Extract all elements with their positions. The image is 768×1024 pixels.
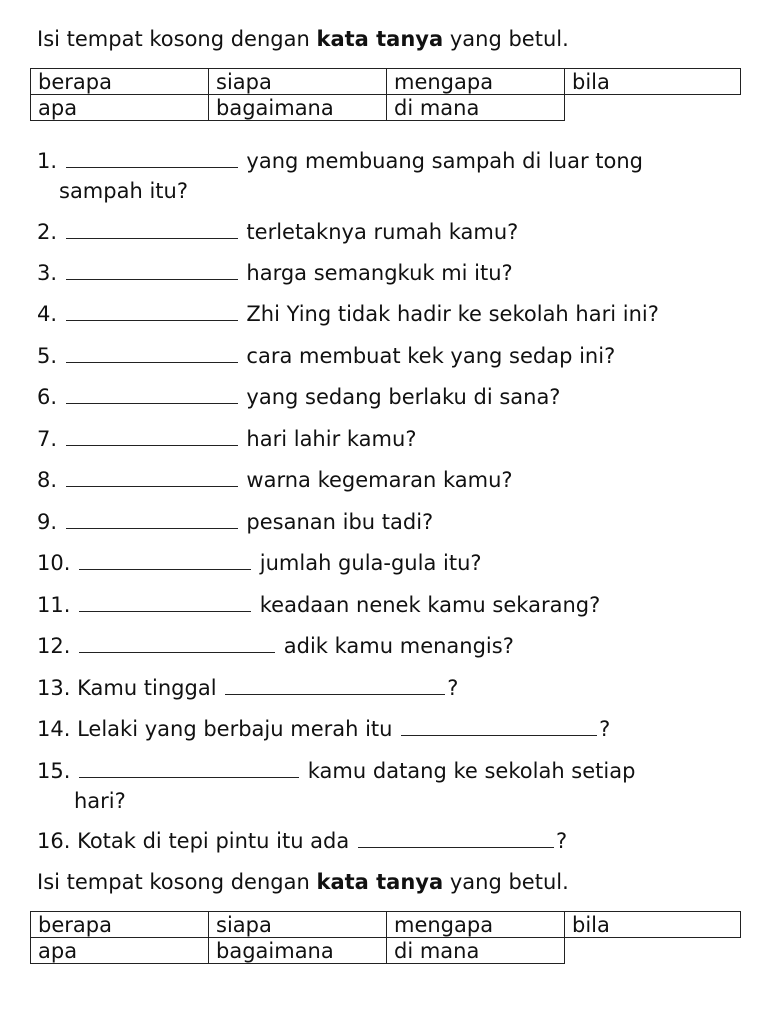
answer-blank[interactable] xyxy=(66,218,238,239)
answer-blank[interactable] xyxy=(358,827,554,848)
word-cell: mengapa xyxy=(387,69,565,95)
answer-blank[interactable] xyxy=(66,147,238,168)
question-text: hari lahir kamu? xyxy=(239,427,417,451)
answer-blank[interactable] xyxy=(66,466,238,487)
question-text: Kamu tinggal xyxy=(77,676,224,700)
question-number: 3. xyxy=(37,261,58,285)
question-number: 10. xyxy=(37,551,71,575)
instruction-after: yang betul. xyxy=(443,870,569,894)
word-cell: berapa xyxy=(31,69,209,95)
word-cell: bagaimana xyxy=(209,95,387,121)
question-text: cara membuat kek yang sedap ini? xyxy=(239,344,616,368)
instruction-bold: kata tanya xyxy=(316,870,444,894)
answer-blank[interactable] xyxy=(66,300,238,321)
question-text: keadaan nenek kamu sekarang? xyxy=(253,593,601,617)
question-mark: ? xyxy=(555,829,568,853)
question-number: 1. xyxy=(37,149,58,173)
word-bank-table-repeat xyxy=(30,911,741,964)
question-6 xyxy=(37,382,560,412)
question-number: 14. xyxy=(37,717,71,741)
question-number: 9. xyxy=(37,510,58,534)
question-number: 4. xyxy=(37,302,58,326)
question-number: 8. xyxy=(37,468,58,492)
question-11 xyxy=(37,590,600,620)
word-cell: di mana xyxy=(387,95,565,121)
question-number: 11. xyxy=(37,593,71,617)
question-text: jumlah gula-gula itu? xyxy=(253,551,482,575)
instruction-after: yang betul. xyxy=(443,27,569,51)
question-number: 2. xyxy=(37,220,58,244)
answer-blank[interactable] xyxy=(225,674,445,695)
instruction-before: Isi tempat kosong dengan xyxy=(37,27,317,51)
answer-blank[interactable] xyxy=(79,632,275,653)
question-text: terletaknya rumah kamu? xyxy=(239,220,519,244)
question-2 xyxy=(37,217,518,247)
question-4 xyxy=(37,299,659,329)
word-cell: apa xyxy=(31,938,209,964)
answer-blank[interactable] xyxy=(66,383,238,404)
answer-blank[interactable] xyxy=(79,757,299,778)
word-cell: apa xyxy=(31,95,209,121)
question-14 xyxy=(37,714,610,744)
question-8 xyxy=(37,465,513,495)
question-text: yang sedang berlaku di sana? xyxy=(239,385,561,409)
word-bank-table xyxy=(30,68,741,121)
answer-blank[interactable] xyxy=(66,342,238,363)
instruction-text xyxy=(37,26,569,52)
question-text: Lelaki yang berbaju merah itu xyxy=(77,717,400,741)
word-cell-empty xyxy=(565,95,741,121)
question-text: kamu datang ke sekolah setiap xyxy=(301,759,636,783)
word-cell: bila xyxy=(565,69,741,95)
question-text: harga semangkuk mi itu? xyxy=(239,261,513,285)
question-16 xyxy=(37,826,567,856)
question-1 xyxy=(37,146,643,206)
question-text: pesanan ibu tadi? xyxy=(239,510,434,534)
question-text: Zhi Ying tidak hadir ke sekolah hari ini? xyxy=(239,302,659,326)
instruction-bold: kata tanya xyxy=(316,27,444,51)
word-cell: siapa xyxy=(209,69,387,95)
question-9 xyxy=(37,507,433,537)
answer-blank[interactable] xyxy=(401,715,597,736)
question-13 xyxy=(37,673,458,703)
question-continuation: hari? xyxy=(74,789,126,813)
question-mark: ? xyxy=(599,717,611,741)
question-number: 13. xyxy=(37,676,71,700)
question-7 xyxy=(37,424,416,454)
question-12 xyxy=(37,631,514,661)
question-5 xyxy=(37,341,615,371)
word-cell: mengapa xyxy=(387,912,565,938)
question-number: 16. xyxy=(37,829,71,853)
question-10 xyxy=(37,548,482,578)
question-number: 5. xyxy=(37,344,58,368)
question-continuation: sampah itu? xyxy=(59,179,188,203)
answer-blank[interactable] xyxy=(79,549,251,570)
word-bank-row xyxy=(31,912,741,938)
question-3 xyxy=(37,258,513,288)
question-number: 12. xyxy=(37,634,71,658)
word-bank-row xyxy=(31,938,741,964)
question-text: Kotak di tepi pintu itu ada xyxy=(77,829,356,853)
word-cell: bagaimana xyxy=(209,938,387,964)
question-text: adik kamu menangis? xyxy=(277,634,514,658)
question-15 xyxy=(37,756,635,816)
word-bank-row xyxy=(31,69,741,95)
question-number: 7. xyxy=(37,427,58,451)
word-cell: siapa xyxy=(209,912,387,938)
instruction-text-repeat xyxy=(37,869,569,895)
question-number: 6. xyxy=(37,385,58,409)
word-cell: bila xyxy=(565,912,741,938)
question-text: yang membuang sampah di luar tong xyxy=(239,149,644,173)
question-text: warna kegemaran kamu? xyxy=(239,468,513,492)
word-cell: di mana xyxy=(387,938,565,964)
answer-blank[interactable] xyxy=(79,591,251,612)
answer-blank[interactable] xyxy=(66,259,238,280)
question-mark: ? xyxy=(447,676,459,700)
word-cell-empty xyxy=(565,938,741,964)
question-number: 15. xyxy=(37,759,71,783)
word-bank-row xyxy=(31,95,741,121)
answer-blank[interactable] xyxy=(66,508,238,529)
word-cell: berapa xyxy=(31,912,209,938)
instruction-before: Isi tempat kosong dengan xyxy=(37,870,317,894)
answer-blank[interactable] xyxy=(66,425,238,446)
